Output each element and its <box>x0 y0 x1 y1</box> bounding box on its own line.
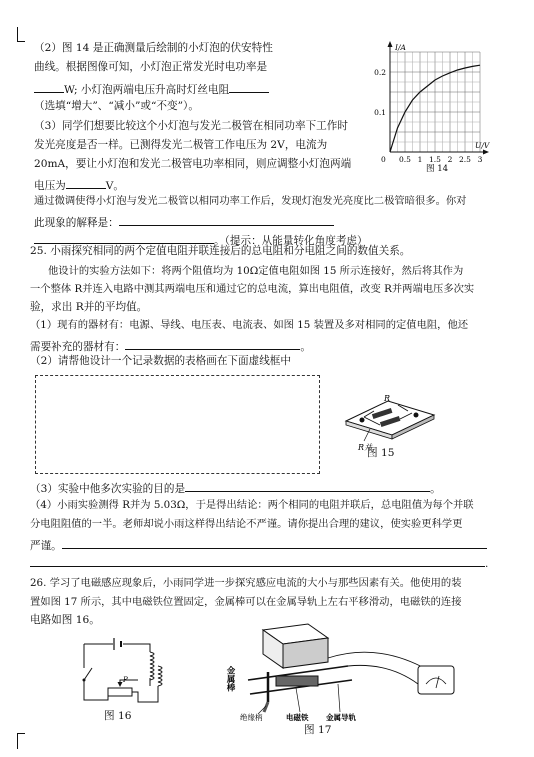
q26-line2: 置如图 17 所示，其中电磁铁位置固定，金属棒可以在金属导轨上左右平移滑动，电磁铁的连接 <box>30 596 462 608</box>
q25-line2: 他设计的实验方法如下：将两个阻值均为 10Ω定值电阻如图 15 所示连接好，然后将其作为 <box>48 265 464 277</box>
fig17-magnet-label: 电磁铁 <box>286 713 309 722</box>
fig14-x-arrow <box>483 150 489 155</box>
fig14-x-label: U/V <box>475 141 490 150</box>
answer-blank-equipment[interactable] <box>125 338 300 350</box>
fig17-caption: 图 17 <box>304 724 332 736</box>
fig14-x-tick-label: 1.5 <box>429 155 441 164</box>
q24-p2-line3: W; 小灯泡两端电压升高时灯丝电阻 <box>34 81 269 97</box>
fig14-grid <box>390 52 480 152</box>
fig16-rheostat <box>108 688 132 696</box>
fig15-board <box>346 401 434 435</box>
q25-line11: 严谨。 <box>30 537 487 553</box>
q25-line3: 一个整体 R并连入电路中测其两端电压和通过它的总电流，算出电阻值，改变 R并两端电压多次实 <box>30 283 475 295</box>
answer-blank-resistance[interactable] <box>229 81 269 93</box>
q25-line8: （3）实验中他多次实验的目的是 。 <box>30 480 441 496</box>
fig16-coil-bottom <box>158 666 162 686</box>
corner-mark-top <box>17 27 18 41</box>
q25-line12: . <box>30 555 488 571</box>
q25-line5: （1）现有的器材有：电源、导线、电压表、电流表、如图 15 装置及多对相同的定值电阻，他还 <box>30 319 469 331</box>
fig16-p-label: P <box>123 676 128 684</box>
fig14-caption: 图 14 <box>426 164 449 174</box>
q24-p2-line2: 曲线。根据图像可知，小灯泡正常发光时电功率是 <box>34 61 268 73</box>
fig14-y-label: I/A <box>395 43 406 52</box>
q25-line6: 需要补充的器材有： 。 <box>30 338 311 354</box>
fig17-galvanometer <box>418 666 454 694</box>
fig15-r-label: R <box>384 394 391 403</box>
fig14-x-tick-label: 3 <box>477 155 483 164</box>
fig15-caption: 图 15 <box>367 447 395 459</box>
fig17-leads <box>328 652 428 684</box>
q26-line3: 电路如图 16。 <box>30 614 100 626</box>
fig14-x-tick-label: 1 <box>417 155 423 164</box>
fig14-x-tick-label: 2 <box>447 155 453 164</box>
q25-line9: （4）小雨实验测得 R并为 5.03Ω，于是得出结论：两个相同的电阻并联后，总电阻值为每个并联 <box>30 499 474 511</box>
q24-p3-line4: 电压为 V。 <box>34 177 124 193</box>
q25-heading: 25. 小雨探究相同的两个定值电阻并联连接后的总电阻和分电阻之间的数值关系。 <box>30 245 411 257</box>
corner-mark-bottom <box>17 733 18 749</box>
fig15-terminal-left <box>360 418 365 423</box>
fig14-y-arrow <box>388 41 393 47</box>
answer-blank-explanation-2[interactable] <box>34 232 214 244</box>
q24-p3-line2: 发光亮度是否一样。已测得发光二极管工作电压为 2V，电流为 <box>34 139 328 151</box>
answer-blank-suggestion-2[interactable] <box>30 555 485 567</box>
answer-blank-power[interactable] <box>34 81 64 93</box>
q24-p3-line1: （3）同学们想要比较这个小灯泡与发光二极管在相同功率下工作时 <box>34 120 348 132</box>
q25-line10: 分电阻阻值的一半。老师却说小雨这样得出结论不严谨。请你提出合理的建议，使实验更科学更 <box>30 518 463 530</box>
q24-p3-line5: 通过微调使得小灯泡与发光二极管以相同功率工作后，发现灯泡发光亮度比二极管暗很多。你对 <box>34 195 467 207</box>
q24-p3-line7: 。（提示：从能量转化角度考虑） <box>34 232 368 248</box>
fig16-coil-top <box>150 652 154 680</box>
q24-p2-line4: （选填“增大”、“减小”或“不变”）。 <box>34 100 199 112</box>
answer-blank-explanation-1[interactable] <box>119 214 334 226</box>
fig14-origin: 0 <box>381 155 386 164</box>
q25-line4: 验，求出 R并的平均值。 <box>30 301 148 313</box>
q25-line7: （2）请帮他设计一个记录数据的表格画在下面虚线框中 <box>30 355 291 367</box>
fig14-x-tick-label: 2.5 <box>459 155 471 164</box>
fig17-handle-label: 绝缘柄 <box>240 713 263 722</box>
q24-p3-line6: 此现象的解释是： <box>34 214 334 230</box>
answer-blank-voltage[interactable] <box>66 177 106 189</box>
fig17-rail-label: 金属导轨 <box>326 713 356 722</box>
fig17-rod-label: 金属棒 <box>225 666 235 692</box>
fig14-x-tick-label: 0.5 <box>399 155 411 164</box>
fig14-y-tick-label: 0.2 <box>374 68 386 77</box>
q24-p2-line1: （2）图 14 是正确测量后绘制的小灯泡的伏安特性 <box>34 42 273 54</box>
q26-line1: 26. 学习了电磁感应现象后，小雨同学进一步探究感应电流的大小与那些因素有关。他使用的装 <box>30 577 462 589</box>
fig16-circuit <box>78 630 178 710</box>
fig14-y-tick-label: 0.1 <box>374 108 386 117</box>
fig17-apparatus <box>225 622 488 722</box>
fig17-electromagnet <box>276 676 318 686</box>
q24-p3-line3: 20mA，要让小灯泡和发光二极管电功率相同，则应调整小灯泡两端 <box>34 158 352 170</box>
answer-blank-purpose[interactable] <box>185 480 430 492</box>
answer-blank-suggestion-1[interactable] <box>62 537 487 549</box>
corner-mark-top-h <box>17 41 25 42</box>
corner-mark-bottom-h <box>17 733 25 734</box>
data-table-dashed-box[interactable] <box>35 375 320 474</box>
fig15-terminal-right <box>414 413 419 418</box>
fig14-iv-chart <box>362 38 492 173</box>
fig16-caption: 图 16 <box>104 710 132 722</box>
fig15-rbing-label: R并 <box>358 443 373 452</box>
fig16-switch <box>84 668 92 680</box>
